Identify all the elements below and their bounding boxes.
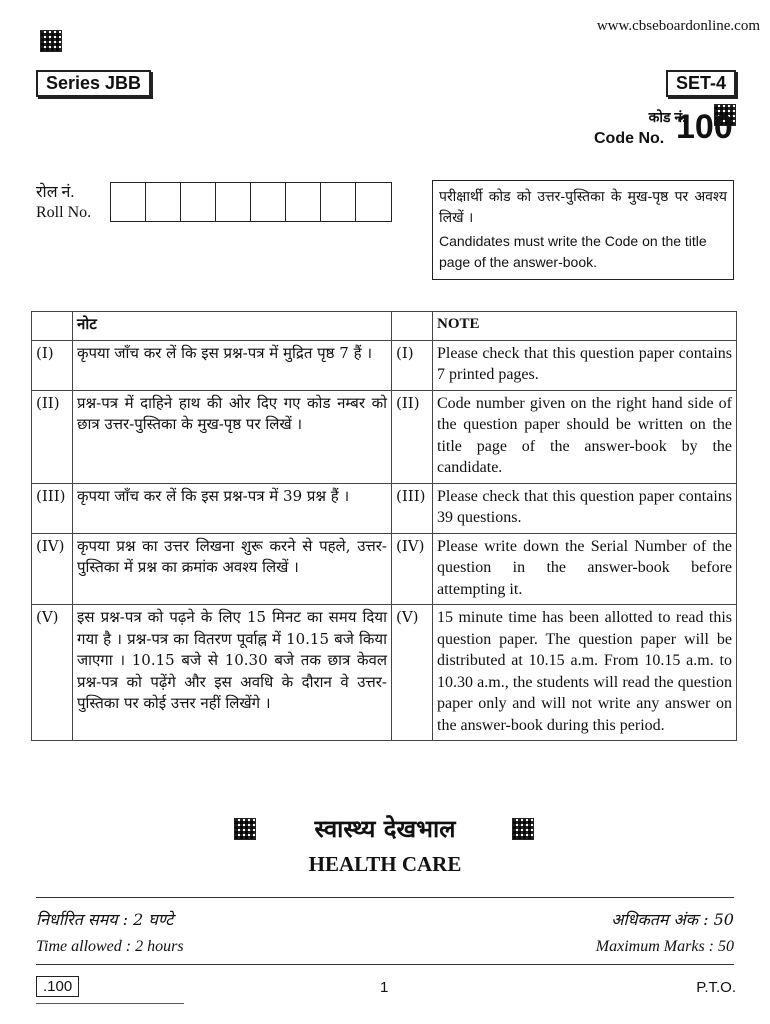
note-header-english: NOTE (433, 312, 737, 341)
qr-code-icon-subject-right (512, 818, 534, 840)
note-hindi: प्रश्न-पत्र में दाहिने हाथ की ओर दिए गए कोड नम्बर को छात्र उत्तर-पुस्तिका के मुख-पृष्ठ पर लिखें । (73, 390, 392, 483)
note-header-hindi: नोट (73, 312, 392, 341)
footer-code: .100 (36, 976, 79, 997)
row-num-english: (III) (392, 483, 433, 533)
pto-label: P.T.O. (696, 979, 736, 996)
table-row (32, 483, 737, 533)
set-label: SET-4 (666, 70, 736, 97)
roll-label: Roll No. (36, 204, 92, 221)
instruction-english: Candidates must write the Code on the title page of the answer-book. (439, 233, 707, 270)
series-label: Series JBB (36, 70, 151, 97)
table-row (32, 605, 737, 741)
subject-title: HEALTH CARE (308, 852, 462, 876)
row-num-english: (I) (392, 340, 433, 390)
note-hindi: कृपया जाँच कर लें कि इस प्रश्न-पत्र में 39 प्रश्न हैं । (73, 483, 392, 533)
divider-bottom (36, 964, 734, 965)
table-row (32, 390, 737, 483)
note-english: Code number given on the right hand side of the question paper should be written on the title page of the answer-book by the candidate. (433, 390, 737, 483)
row-num-hindi: (V) (32, 605, 73, 741)
notes-table (31, 311, 737, 741)
roll-box (356, 183, 391, 221)
time-allowed-hindi: निर्धारित समय : 2 घण्टे (36, 910, 174, 929)
roll-box (321, 183, 356, 221)
subject-title-hindi: स्वास्थ्य देखभाल (314, 814, 456, 843)
roll-box (216, 183, 251, 221)
row-num-hindi: (IV) (32, 533, 73, 605)
qr-code-icon (40, 30, 62, 52)
note-hindi: कृपया प्रश्न का उत्तर लिखना शुरू करने से पहले, उत्तर-पुस्तिका में प्रश्न का क्रमांक अवश्य लिखें । (73, 533, 392, 605)
roll-box (181, 183, 216, 221)
table-row (32, 533, 737, 605)
note-english: Please check that this question paper contains 7 printed pages. (433, 340, 737, 390)
roll-number-boxes (110, 182, 392, 222)
divider-top (36, 897, 734, 898)
roll-label-hindi: रोल नं. (36, 184, 75, 201)
row-num-english: (V) (392, 605, 433, 741)
instruction-box (432, 180, 734, 280)
roll-box (251, 183, 286, 221)
footer-underline (36, 1003, 184, 1004)
website-url: www.cbseboardonline.com (596, 18, 760, 34)
code-number: 100 (676, 108, 733, 146)
table-header-row (32, 312, 737, 341)
row-num-hindi: (I) (32, 340, 73, 390)
roll-box (286, 183, 321, 221)
table-row (32, 340, 737, 390)
time-allowed: Time allowed : 2 hours (36, 938, 184, 955)
code-label-hindi: कोड नं. (648, 109, 686, 125)
code-label: Code No. (594, 130, 665, 147)
note-hindi: कृपया जाँच कर लें कि इस प्रश्न-पत्र में मुद्रित पृष्ठ 7 हैं । (73, 340, 392, 390)
note-english: Please write down the Serial Number of the question in the answer-book before attempting it. (433, 533, 737, 605)
page-number: 1 (380, 979, 389, 996)
row-num-english: (II) (392, 390, 433, 483)
row-num-hindi: (II) (32, 390, 73, 483)
note-hindi: इस प्रश्न-पत्र को पढ़ने के लिए 15 मिनट का समय दिया गया है । प्रश्न-पत्र का वितरण पूर्वाह्न में 10.15 बजे किया जाएगा । 10.15 बजे से 10.30 बजे तक छात्र केवल प्रश्न-पत्र को पढ़ेंगे और इस अवधि के दौरान वे उत्तर-पुस्तिका पर कोई उत्तर नहीं लिखेंगे । (73, 605, 392, 741)
max-marks: Maximum Marks : 50 (595, 938, 734, 955)
max-marks-hindi: अधिकतम अंक : 50 (611, 910, 734, 929)
row-num-english: (IV) (392, 533, 433, 605)
note-english: Please check that this question paper contains 39 questions. (433, 483, 737, 533)
note-english: 15 minute time has been allotted to read this question paper. The question paper will be distributed at 10.15 a.m. From 10.15 a.m. to 10.30 a.m., the students will read the question paper only and will not write any answer on the answer-book during this period. (433, 605, 737, 741)
roll-box (111, 183, 146, 221)
roll-box (146, 183, 181, 221)
row-num-hindi: (III) (32, 483, 73, 533)
instruction-hindi: परीक्षार्थी कोड को उत्तर-पुस्तिका के मुख-पृष्ठ पर अवश्य लिखें । (439, 189, 727, 226)
